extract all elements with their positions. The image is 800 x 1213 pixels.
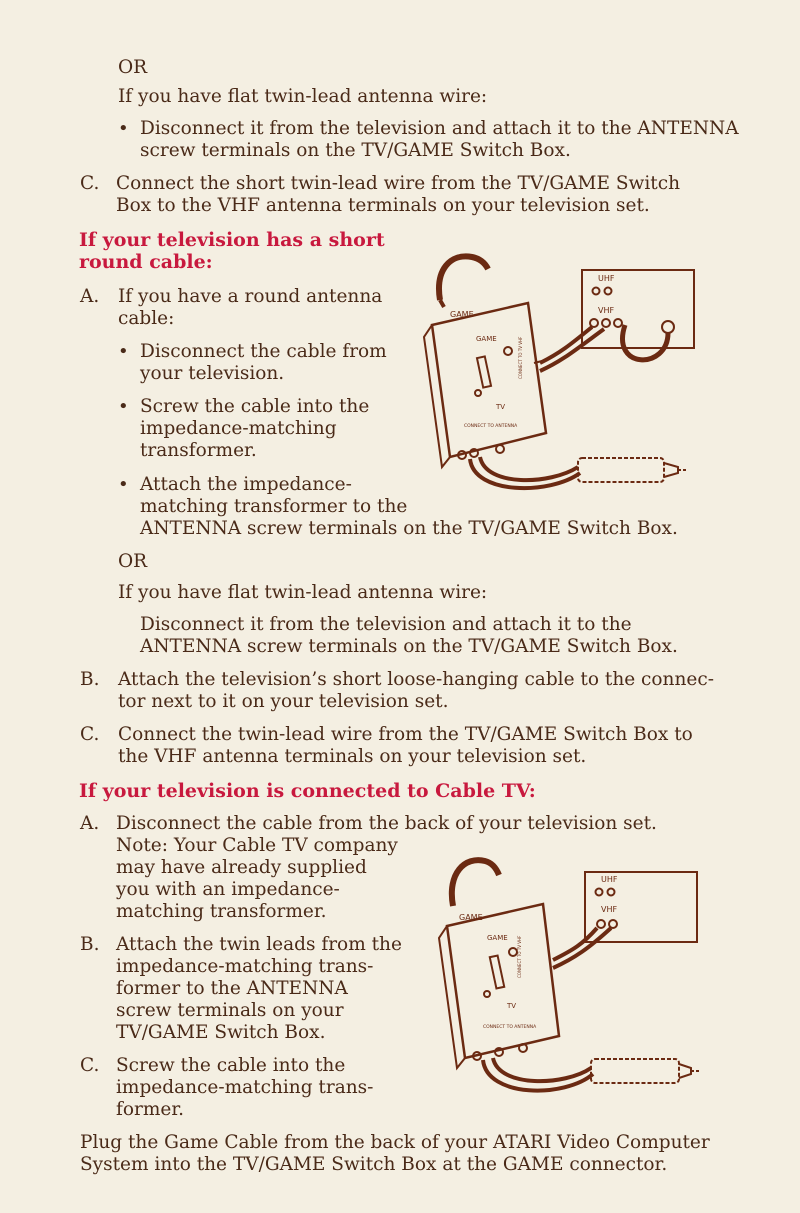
bullet-line: • Attach the impedance- [140,474,352,496]
step-line: impedance-matching trans- [116,956,374,977]
flat-intro: If you have flat twin-lead antenna wire: [118,86,488,107]
step-line: matching transformer. [116,901,327,922]
step-line: Connect the twin-lead wire from the TV/GAME Switch Box to [118,724,693,745]
step-marker: C. [80,173,100,194]
flat-intro: If you have flat twin-lead antenna wire: [118,582,488,603]
indented-line: ANTENNA screw terminals on the TV/GAME Switch Box. [140,636,678,657]
step-line: Screw the cable into the [116,1055,346,1076]
step-line: Attach the television’s short loose-hanging cable to the connec- [118,669,714,690]
step-marker: C. [80,724,100,745]
vhf-label: VHF [601,905,618,914]
step-line: former to the ANTENNA [116,978,348,999]
step-line: may have already supplied [116,857,367,878]
uhf-label: UHF [601,875,618,884]
connect-antenna-label: CONNECT TO ANTENNA [483,1025,537,1030]
closing-line: Plug the Game Cable from the back of your ATARI Video Computer [80,1132,710,1153]
indented-line: Disconnect it from the television and attach it to the [140,614,632,635]
impedance-transformer [458,445,688,488]
step-line: TV/GAME Switch Box. [116,1022,326,1043]
bullet-line: impedance-matching [140,418,337,439]
step-line: Attach the twin leads from the [116,934,402,955]
bullet-line: matching transformer to the [140,496,408,517]
switch-box [424,303,546,467]
step-line: impedance-matching trans- [116,1077,374,1098]
switch-box [439,904,559,1068]
or-label: OR [118,57,148,78]
twin-lead-wires [553,928,611,968]
game-label: GAME [487,934,508,942]
step-line: screw terminals on your [116,1000,344,1021]
tv-terminal-panel [585,872,697,942]
step-line: Box to the VHF antenna terminals on your television set. [116,195,650,216]
tv-label: TV [496,403,506,411]
bullet-line: transformer. [140,440,257,461]
step-marker: C. [80,1055,100,1076]
cable-tv-line [452,860,499,906]
step-line: Note: Your Cable TV company [116,835,398,856]
switch-box-illustration-cable [425,848,715,1103]
bullet-line: • Screw the cable into the [140,396,369,418]
bullet-line: • Disconnect it from the television and attach it to the ANTENNA [140,118,739,140]
step-line: former. [116,1099,185,1120]
step-line: tor next to it on your television set. [118,691,449,712]
section-heading: round cable: [79,251,213,273]
tv-label: TV [507,1002,517,1010]
step-marker: B. [80,934,100,955]
uhf-label: UHF [598,274,615,283]
step-line: If you have a round antenna [118,286,383,307]
game-label-top: GAME [450,310,474,319]
step-line: cable: [118,308,175,329]
step-line: Disconnect the cable from the back of your television set. [116,813,657,834]
step-marker: B. [80,669,100,690]
round-antenna-cable [439,256,488,307]
game-label-top: GAME [459,913,483,922]
step-marker: A. [80,813,100,834]
connect-tv-label: CONNECT TO TV VHF [518,336,523,379]
or-label: OR [118,551,148,572]
tv-terminal-panel [582,270,694,360]
step-line: you with an impedance- [116,879,340,900]
section-heading: If your television has a short [79,229,385,251]
bullet-line: ANTENNA screw terminals on the TV/GAME Switch Box. [140,518,678,539]
connect-antenna-label: CONNECT TO ANTENNA [464,424,518,429]
switch-box-illustration-round [410,245,710,505]
step-line: Connect the short twin-lead wire from the TV/GAME Switch [116,173,680,194]
step-marker: A. [80,286,100,307]
bullet-line: screw terminals on the TV/GAME Switch Box. [140,140,571,161]
section-heading: If your television is connected to Cable TV: [79,780,536,802]
bullet-line: your television. [140,363,285,384]
closing-line: System into the TV/GAME Switch Box at the GAME connector. [80,1154,668,1175]
vhf-label: VHF [598,306,615,315]
connect-tv-label: CONNECT TO TV VHF [517,935,522,978]
impedance-transformer [473,1044,701,1091]
game-label: GAME [476,335,497,343]
step-line: the VHF antenna terminals on your television set. [118,746,587,767]
bullet-line: • Disconnect the cable from [140,341,387,363]
